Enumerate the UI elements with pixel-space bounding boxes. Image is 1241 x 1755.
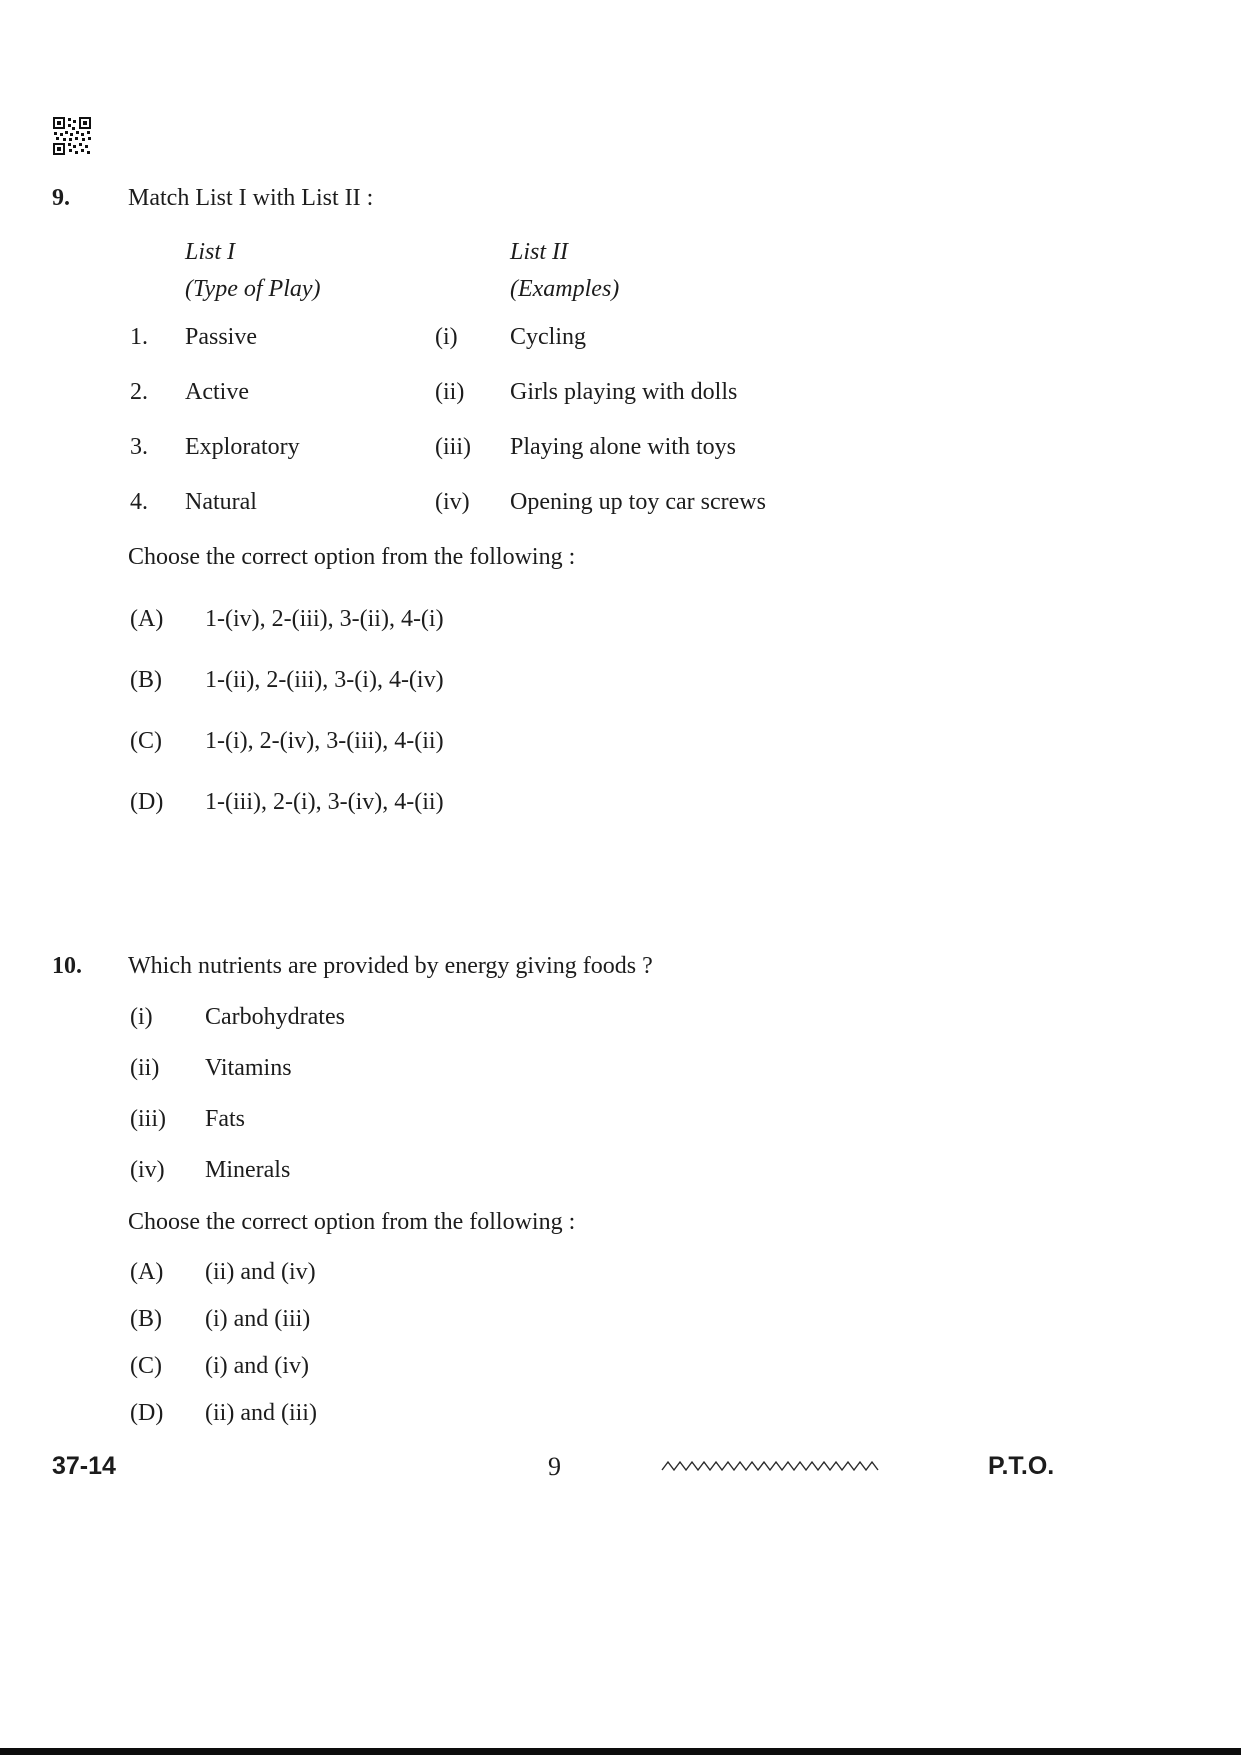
option-row	[130, 1398, 1241, 1428]
option-text: 1-(iii), 2-(i), 3-(iv), 4-(ii)	[205, 789, 444, 815]
option-row	[130, 604, 1241, 634]
option-letter: (C)	[130, 1353, 162, 1379]
row-number: 3.	[130, 434, 148, 460]
row-number: 1.	[130, 324, 148, 350]
option-text: 1-(ii), 2-(iii), 3-(i), 4-(iv)	[205, 667, 444, 693]
option-text: (i) and (iv)	[205, 1353, 309, 1379]
zigzag-line-icon	[660, 1458, 886, 1479]
match-table	[0, 322, 1241, 542]
option-text: (ii) and (iv)	[205, 1259, 316, 1285]
match-row	[130, 377, 1241, 408]
scan-edge-bar	[0, 1748, 1241, 1755]
option-row	[130, 1304, 1241, 1334]
item-text: Minerals	[205, 1157, 291, 1183]
row-item: Active	[185, 379, 249, 405]
q9-options	[0, 604, 1241, 848]
option-row	[130, 726, 1241, 756]
row-item: Natural	[185, 489, 257, 515]
q10-items	[0, 1002, 1241, 1206]
paper-code: 37-14	[52, 1452, 116, 1480]
pto-label: P.T.O.	[988, 1452, 1055, 1480]
option-letter: (B)	[130, 1306, 162, 1332]
option-text: 1-(iv), 2-(iii), 3-(ii), 4-(i)	[205, 606, 444, 632]
option-row	[130, 1351, 1241, 1381]
match-row	[130, 322, 1241, 353]
q10-options	[0, 1257, 1241, 1445]
question-text: Which nutrients are provided by energy giving foods ?	[128, 953, 653, 979]
question-number: 10.	[52, 953, 82, 979]
q9-choose-line	[0, 542, 1241, 573]
row-number: 2.	[130, 379, 148, 405]
choose-instruction: Choose the correct option from the following :	[128, 544, 576, 570]
question-text: Match List I with List II :	[128, 185, 374, 211]
q10-choose-line	[0, 1207, 1241, 1238]
list-i-header	[185, 234, 510, 308]
list-ii-subtitle: (Examples)	[510, 276, 620, 302]
item-roman: (ii)	[130, 1055, 160, 1081]
item-text: Carbohydrates	[205, 1004, 345, 1030]
item-roman: (i)	[130, 1004, 153, 1030]
question-10-heading	[0, 950, 1241, 982]
row-example: Opening up toy car screws	[510, 489, 766, 515]
item-roman: (iii)	[130, 1106, 166, 1132]
list-item	[130, 1053, 1241, 1083]
list-ii-header	[510, 234, 619, 308]
option-letter: (D)	[130, 789, 164, 815]
option-row	[130, 787, 1241, 817]
qr-code-icon	[52, 116, 92, 156]
item-text: Fats	[205, 1106, 246, 1132]
row-number: 4.	[130, 489, 148, 515]
list-item	[130, 1002, 1241, 1032]
item-roman: (iv)	[130, 1157, 165, 1183]
row-example: Girls playing with dolls	[510, 379, 738, 405]
option-letter: (C)	[130, 728, 162, 754]
row-example: Playing alone with toys	[510, 434, 736, 460]
list-item	[130, 1104, 1241, 1134]
option-row	[130, 1257, 1241, 1287]
page-number: 9	[548, 1452, 561, 1481]
row-example: Cycling	[510, 324, 586, 350]
option-letter: (A)	[130, 606, 164, 632]
choose-instruction: Choose the correct option from the following :	[128, 1209, 576, 1235]
match-row	[130, 432, 1241, 463]
list-i-subtitle: (Type of Play)	[185, 276, 321, 302]
row-roman: (iii)	[435, 434, 471, 460]
page-footer	[0, 1452, 1241, 1492]
match-row	[130, 487, 1241, 518]
list-ii-title: List II	[510, 239, 569, 265]
row-roman: (i)	[435, 324, 458, 350]
list-item	[130, 1155, 1241, 1185]
list-i-title: List I	[185, 239, 236, 265]
option-letter: (D)	[130, 1400, 164, 1426]
option-text: (ii) and (iii)	[205, 1400, 317, 1426]
question-9-heading	[0, 182, 1241, 214]
row-roman: (ii)	[435, 379, 465, 405]
row-item: Passive	[185, 324, 257, 350]
option-letter: (A)	[130, 1259, 164, 1285]
row-item: Exploratory	[185, 434, 300, 460]
item-text: Vitamins	[205, 1055, 292, 1081]
option-text: 1-(i), 2-(iv), 3-(iii), 4-(ii)	[205, 728, 444, 754]
question-number: 9.	[52, 185, 70, 211]
match-list-headers	[0, 234, 1241, 308]
option-row	[130, 665, 1241, 695]
option-letter: (B)	[130, 667, 162, 693]
option-text: (i) and (iii)	[205, 1306, 311, 1332]
row-roman: (iv)	[435, 489, 470, 515]
